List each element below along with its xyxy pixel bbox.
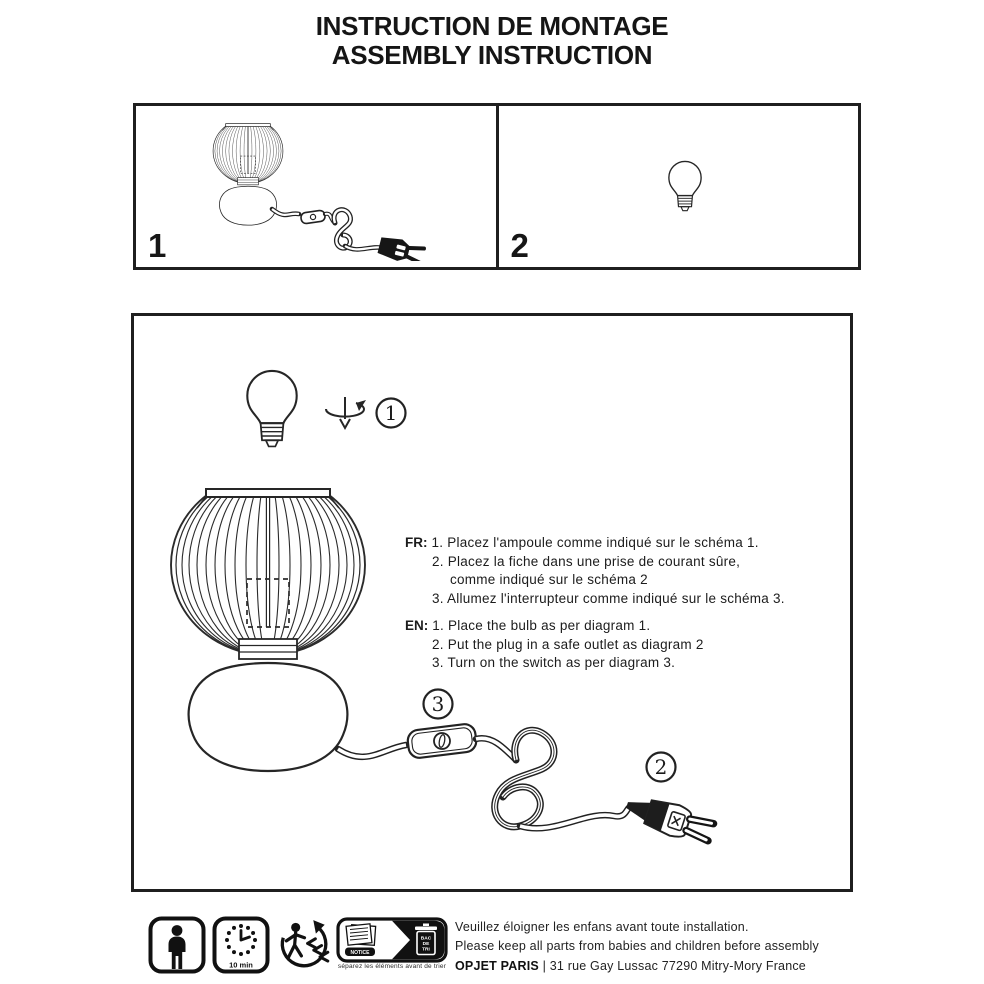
warning-fr: Veuillez éloigner les enfans avant toute installation. [455, 920, 749, 934]
panel-1-number: 1 [148, 227, 167, 264]
address: | 31 rue Gay Lussac 77290 Mitry-Mory France [542, 958, 806, 973]
brand-address-line [455, 957, 819, 976]
lamp-drawing [166, 467, 370, 771]
fr-line-2: 2. Placez la fiche dans une prise de courant sûre, [432, 553, 741, 569]
footer-text [455, 918, 819, 976]
fr-line-1: FR: 1. Placez l'ampoule comme indiqué sur le schéma 1. [405, 535, 759, 550]
panel-2-number: 2 [510, 227, 529, 264]
circled-step-3 [424, 690, 453, 719]
notice-papers [345, 924, 376, 956]
cord-drawing [338, 745, 406, 757]
waste-sorting-icon [336, 917, 448, 963]
circled-step-2 [647, 753, 676, 782]
assembled-lamp-drawing [136, 106, 491, 261]
assembly-time-icon [212, 916, 270, 974]
plug-drawing [622, 790, 716, 848]
circled-step-1 [377, 399, 406, 428]
bin-label-1: BAC [420, 936, 432, 942]
page-title [0, 12, 984, 70]
fr-label: FR: [405, 535, 428, 550]
title-line-en: ASSEMBLY INSTRUCTION [331, 40, 653, 70]
bin-label-3: TRI [422, 947, 430, 953]
circled-step-1-number: 1 [384, 401, 398, 425]
sorting-caption: séparez les éléments avant de trier [337, 963, 447, 970]
bulb-drawing [247, 371, 296, 447]
assembly-time-label: 10 min [229, 960, 253, 970]
light-bulb-drawing [499, 106, 857, 261]
coiled-cord-drawing [476, 730, 632, 828]
inline-switch-drawing [407, 723, 478, 759]
screw-rotation-icon [326, 397, 366, 428]
triman-recycling-icon [276, 916, 334, 974]
mini-cord [272, 209, 425, 261]
en-line-1: EN: 1. Place the bulb as per diagram 1. [405, 618, 651, 633]
instructions-en [405, 617, 704, 673]
parts-panels [133, 103, 861, 270]
fr-line-3: comme indiqué sur le schéma 2 [450, 572, 648, 587]
en-line-2: 2. Put the plug in a safe outlet as diagram 2 [432, 636, 704, 652]
assembly-diagram-panel [131, 313, 853, 892]
warning-en: Please keep all parts from babies and children before assembly [455, 939, 819, 954]
instructions-fr [405, 534, 785, 608]
one-person-icon [148, 916, 206, 974]
mini-plug [377, 234, 425, 261]
fr-line-4: 3. Allumez l'interrupteur comme indiqué sur le schéma 3. [432, 590, 785, 606]
brand: OPJET PARIS [455, 958, 539, 973]
parts-panel-1 [136, 106, 499, 267]
title-line-fr: INSTRUCTION DE MONTAGE [315, 11, 669, 41]
en-label: EN: [405, 618, 429, 633]
notice-label: NOTICE [350, 949, 370, 956]
en-line-3: 3. Turn on the switch as per diagram 3. [432, 655, 676, 670]
circled-step-3-number: 3 [431, 692, 445, 716]
bin-label-2: DE [422, 942, 430, 947]
circled-step-2-number: 2 [654, 755, 668, 779]
parts-panel-2 [499, 106, 859, 267]
